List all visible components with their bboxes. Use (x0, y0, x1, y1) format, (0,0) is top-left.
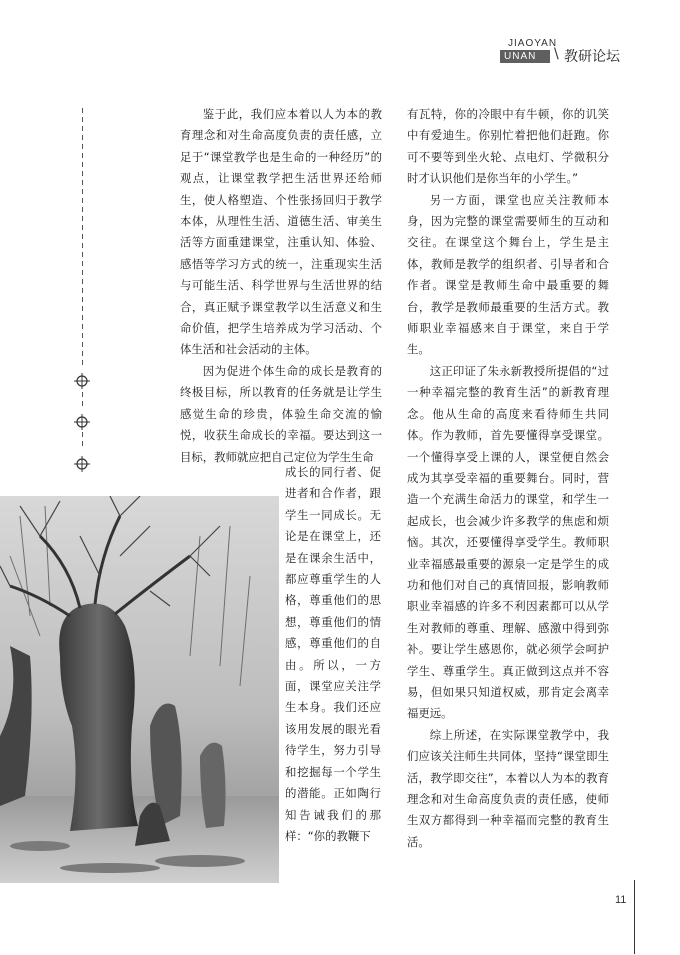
article-column-narrow (285, 462, 381, 847)
registration-mark-icon (74, 456, 90, 472)
paragraph: 综上所述，在实际课堂教学中，我们应该关注师生共同体，坚持“课堂即生活，教学即交往”，本着以人为本的教育理念和对生命高度负责的责任感，使师生双方都得到一种幸福而完整的教育生活。 (407, 727, 609, 849)
article-column-left (180, 104, 382, 468)
article-column-right (407, 104, 609, 853)
dashed-margin-line (82, 392, 83, 406)
header-separator: \ (554, 46, 559, 62)
registration-mark-icon (74, 414, 90, 430)
journal-name-en: JIAOYAN (508, 38, 558, 49)
tree-photo (0, 496, 279, 883)
page-number: 11 (615, 894, 627, 906)
paragraph: 另一方面，课堂也应关注教师本身，因为完整的课堂需要师生的互动和交往。在课堂这个舞台上，学生是主体，教师是教学的组织者、引导者和合作者。课堂是教师生命中最重要的舞台，教学是教师最重要的生活方式。教师职业幸福感来自于课堂，来自于学生。 (407, 192, 609, 357)
paragraph: 因为促进个体生命的成长是教育的终极目标，所以教育的任务就是让学生感觉生命的珍贵，体验生命交流的愉悦，收获生命成长的幸福。要达到这一目标，教师就应把自己定位为学生生命 (180, 363, 382, 464)
dashed-margin-line (82, 108, 83, 366)
paragraph: 这正印证了朱永新教授所提倡的“过一种幸福完整的教育生活”的新教育理念。他从生命的高度来看待师生共同体。作为教师，首先要懂得享受课堂。一个懂得享受上课的人，课堂便自然会成为其享受幸福的重要舞台。同时，营造一个充满生命活力的课堂，和学生一起成长，也会减少许多教学的焦虑和烦恼。其次，还要懂得享受学生。教师职业幸福感最重要的源泉一定是学生的成功和他们对自己的真情回报，影响教师职业幸福感的许多不利因素都可以从学生对教师的尊重、理解、感激中得到弥补。要让学生感恩你，就必须学会呵护学生、尊重学生。真正做到这点并不容易，但如果只知道权威，那肯定会离幸福更远。 (407, 363, 609, 721)
paragraph-continued: 有瓦特，你的冷眼中有牛顿，你的讥笑中有爱迪生。你别忙着把他们赶跑。你可不要等到坐火轮、点电灯、学微积分时才认识他们是你当年的小学生。” (407, 107, 609, 186)
page-rule (634, 880, 635, 954)
paragraph-continued: 成长的同行者、促进者和合作者，跟学生一同成长。无论是在课堂上，还是在课余生活中，都应尊重学生的人格，尊重他们的思想，尊重他们的情感，尊重他们的自由。所以，一方面，课堂应关注学生本身。我们还应该用发展的眼光看待学生，努力引导和挖掘每一个学生的潜能。正如陶行知告诫我们的那样：“你的教鞭下 (285, 465, 381, 843)
section-title: 教研论坛 (564, 49, 620, 65)
journal-header (500, 38, 650, 68)
registration-mark-icon (74, 373, 90, 389)
dashed-margin-line (82, 432, 83, 446)
journal-name-sub: UNAN (504, 51, 537, 62)
paragraph: 鉴于此，我们应本着以人为本的教育理念和对生命高度负责的责任感，立足于“课堂教学也是生命的一种经历”的观点，让课堂教学把生活世界还给师生，使人格塑造、个性张扬回归于教学本体，从理性生活、道德生活、审美生活等方面重建课堂，注重认知、体验、感悟等学习方式的统一，注重现实生活与可能生活、科学世界与生活世界的结合，真正赋予课堂教学以生活意义和生命价值，把学生培养成为学习活动、个体生活和社会活动的主体。 (180, 107, 382, 357)
